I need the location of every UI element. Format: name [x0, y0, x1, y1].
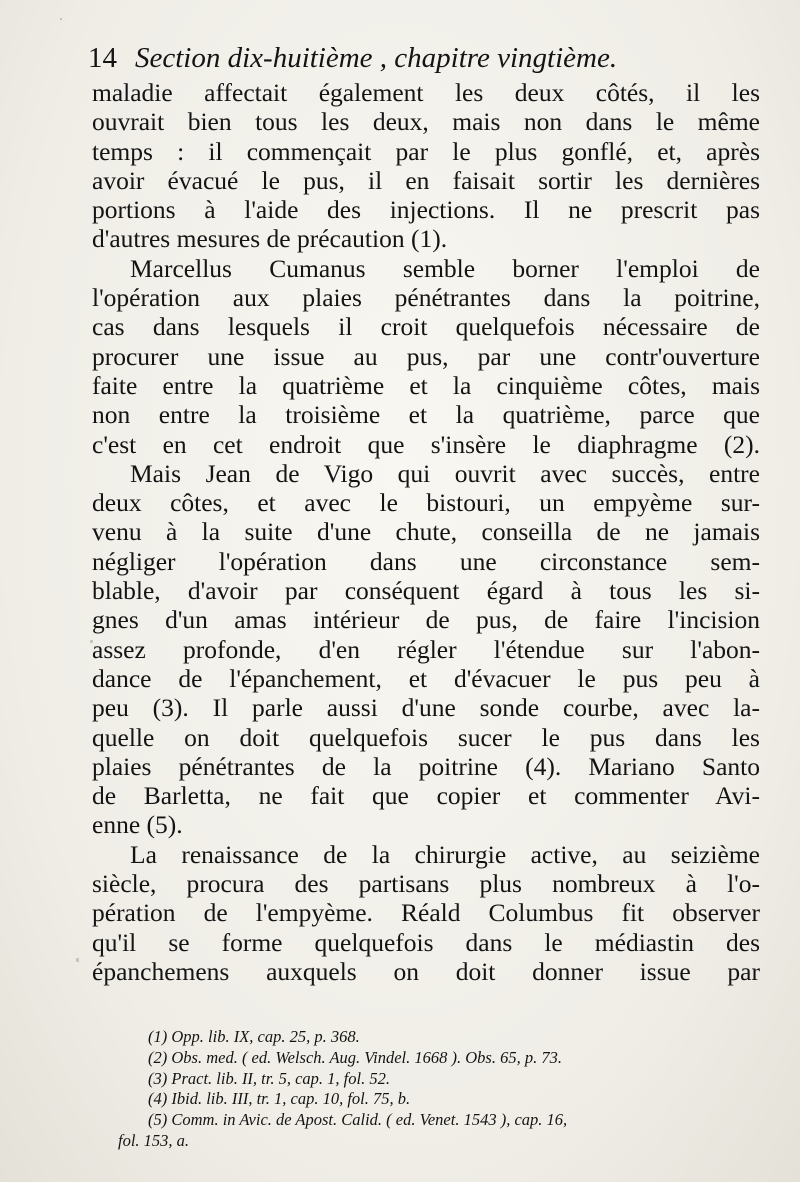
body-text [92, 78, 760, 986]
text-line: faite entre la quatrième et la cinquième côtes, mais [92, 370, 760, 400]
text-line: maladie affectait également les deux côtés, il les [92, 78, 760, 107]
text-line: de Barletta, ne fait que copier et commenter Avi- [92, 781, 760, 811]
text-line: assez profonde, d'en régler l'étendue sur l'abon- [92, 634, 760, 664]
text-line: siècle, procura des partisans plus nombreux à l'o- [92, 869, 760, 899]
text-line: peu (3). Il parle aussi d'une sonde courbe, avec la- [92, 693, 760, 723]
margin-speck [60, 18, 62, 20]
footnote: (5) Comm. in Avic. de Apost. Calid. ( ed. Venet. 1543 ), cap. 16, [148, 1110, 568, 1130]
text-line: quelle on doit quelquefois sucer le pus dans les [92, 722, 760, 752]
text-line: venu à la suite d'une chute, conseilla de ne jamais [92, 517, 760, 547]
text-line: négliger l'opération dans une circonstance sem- [92, 546, 760, 576]
text-line: gnes d'un amas intérieur de pus, de faire l'incision [92, 605, 760, 635]
text-line: l'opération aux plaies pénétrantes dans la poitrine, [92, 283, 760, 313]
footnote: (2) Obs. med. ( ed. Welsch. Aug. Vindel. 1668 ). Obs. 65, p. 73. [148, 1047, 562, 1067]
text-line: c'est en cet endroit que s'insère le diaphragme (2). [92, 429, 760, 459]
text-line: avoir évacué le pus, il en faisait sortir les dernières [92, 165, 760, 195]
text-line: Marcellus Cumanus semble borner l'emploi de [130, 253, 760, 283]
footnote: (4) Ibid. lib. III, tr. 1, cap. 10, fol. 75, b. [148, 1089, 411, 1109]
text-line: cas dans lesquels il croit quelquefois nécessaire de [92, 312, 760, 342]
footnotes [118, 1027, 774, 1152]
text-line: Mais Jean de Vigo qui ouvrit avec succès, entre [130, 458, 760, 488]
text-line: dance de l'épanchement, et d'évacuer le pus peu à [92, 663, 760, 693]
page-number: 14 [88, 42, 117, 74]
text-line: ouvrait bien tous les deux, mais non dans le même [92, 107, 760, 137]
text-line: pération de l'empyème. Réald Columbus fit observer [92, 898, 760, 928]
text-line: La renaissance de la chirurgie active, au seizième [130, 839, 760, 869]
text-line: d'autres mesures de précaution (1). [92, 224, 448, 254]
text-line: plaies pénétrantes de la poitrine (4). Mariano Santo [92, 751, 760, 781]
text-line: qu'il se forme quelquefois dans le médiastin des [92, 927, 760, 957]
text-line: non entre la troisième et la quatrième, parce que [92, 400, 760, 430]
margin-speck [90, 640, 93, 643]
text-line: temps : il commençait par le plus gonflé, et, après [92, 136, 760, 166]
running-header [88, 38, 728, 78]
text-line: deux côtes, et avec le bistouri, un empyème sur- [92, 488, 760, 518]
text-line: épanchemens auxquels on doit donner issue par [92, 956, 760, 986]
margin-speck [76, 958, 79, 962]
footnote: (1) Opp. lib. IX, cap. 25, p. 368. [148, 1027, 360, 1046]
footnote: fol. 153, a. [118, 1130, 190, 1150]
text-line: enne (5). [92, 810, 183, 840]
running-title: Section dix-huitième , chapitre vingtième. [135, 42, 618, 74]
text-line: procurer une issue au pus, par une contr'ouverture [92, 341, 760, 371]
text-line: portions à l'aide des injections. Il ne prescrit pas [92, 195, 760, 225]
text-line: blable, d'avoir par conséquent égard à tous les si- [92, 576, 760, 606]
footnote: (3) Pract. lib. II, tr. 5, cap. 1, fol. 52. [148, 1068, 390, 1088]
